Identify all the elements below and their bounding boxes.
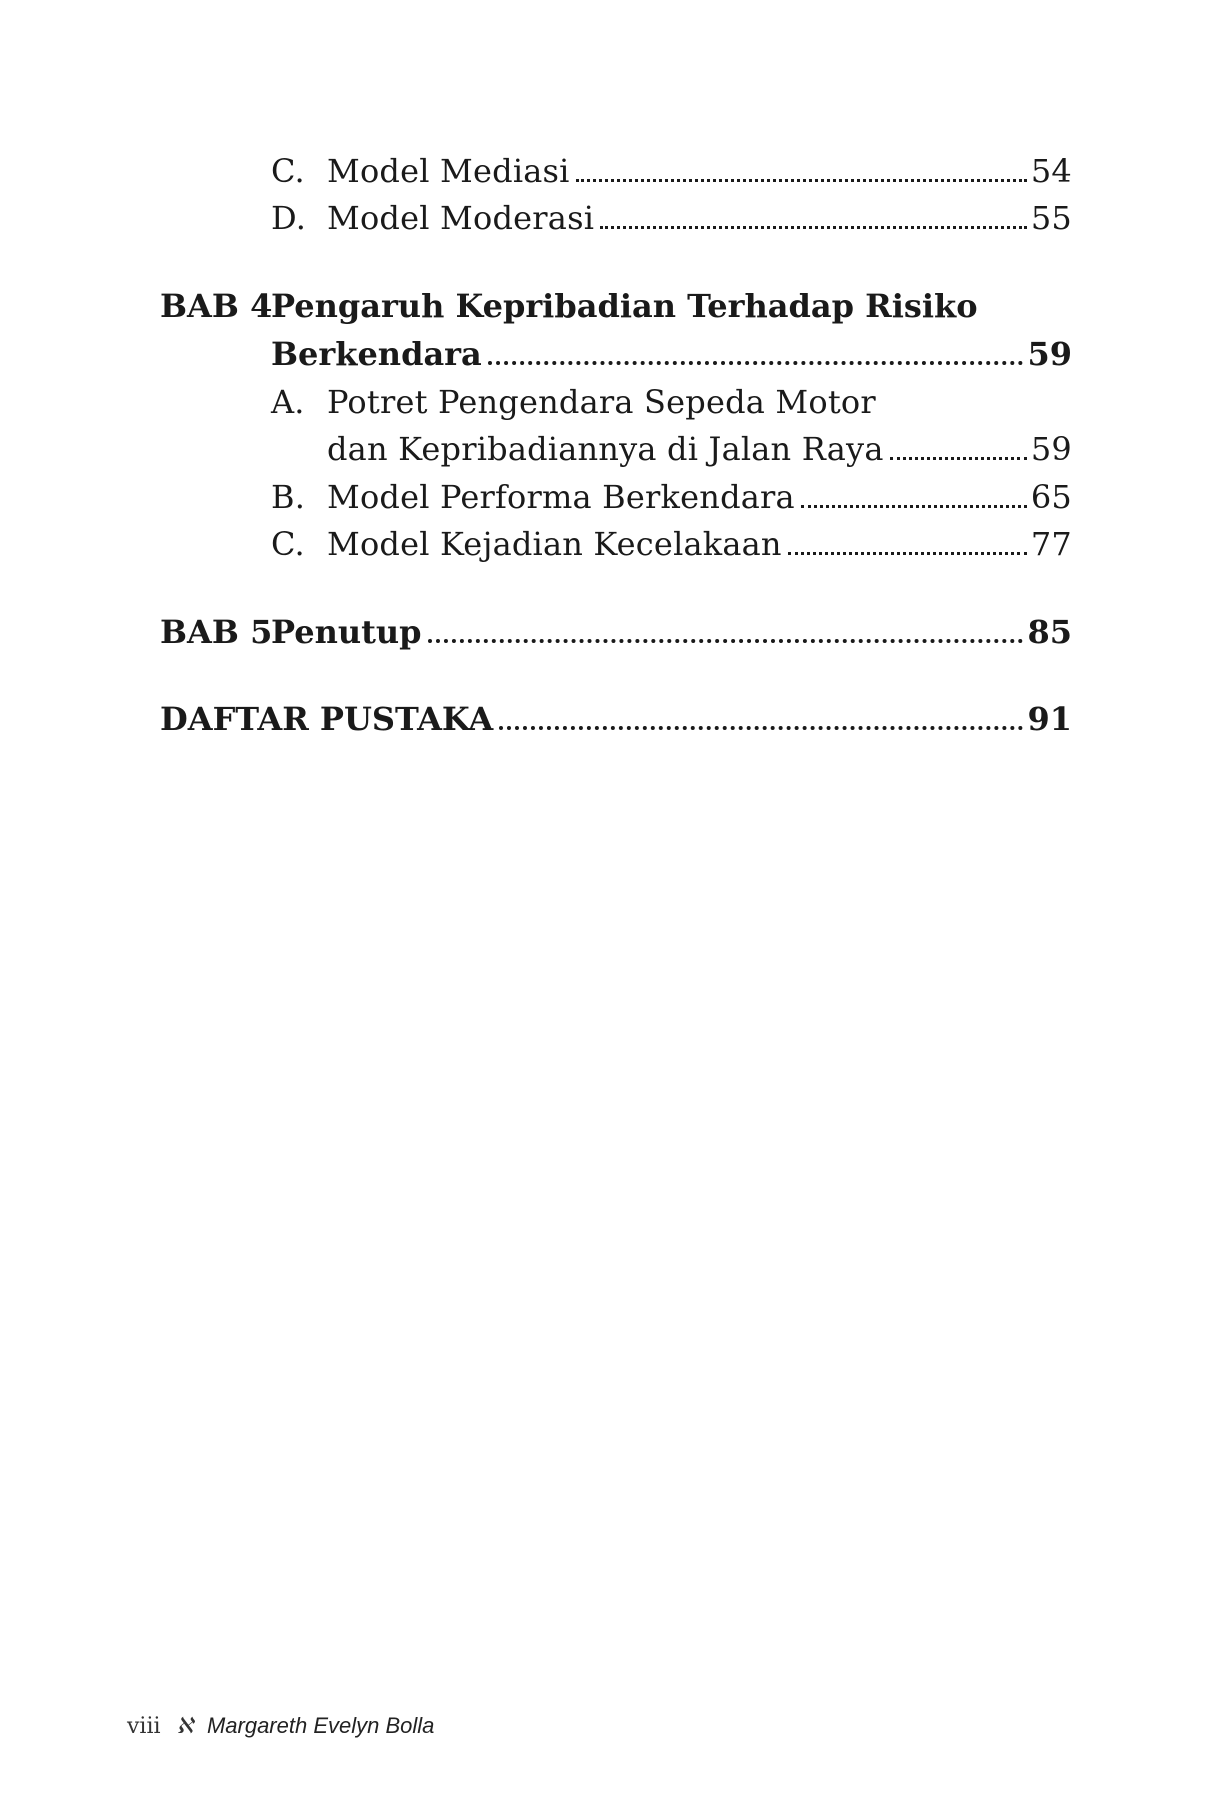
toc-entry-page: 91 — [1027, 700, 1072, 738]
toc-entry-title: Model Moderasi — [327, 199, 595, 237]
toc-entry-kecelakaan[interactable] — [327, 525, 1072, 563]
toc-entry-mediasi[interactable] — [327, 152, 1072, 190]
section-title: DAFTAR PUSTAKA — [160, 700, 494, 738]
author-name: Margareth Evelyn Bolla — [206, 1713, 435, 1738]
chapter-title: Penutup — [271, 613, 422, 651]
toc-entry-page: 65 — [1030, 478, 1072, 516]
toc-entry-page: 59 — [1027, 335, 1072, 373]
dot-leader — [788, 552, 1027, 555]
dot-leader — [600, 226, 1027, 229]
page-footer — [127, 1713, 434, 1739]
toc-letter: B. — [271, 478, 306, 516]
page-number: viii — [127, 1714, 161, 1739]
toc-entry-bab4[interactable] — [271, 335, 1072, 373]
toc-entry-title: Model Mediasi — [327, 152, 570, 190]
toc-entry-page: 85 — [1027, 613, 1072, 651]
toc-entry-potret-line1[interactable] — [327, 383, 1072, 421]
toc-entry-title: Model Kejadian Kecelakaan — [327, 525, 782, 563]
toc-entry-title: Potret Pengendara Sepeda Motor — [327, 383, 876, 421]
toc-entry-title-cont: dan Kepribadiannya di Jalan Raya — [327, 430, 884, 468]
toc-entry-daftar-pustaka[interactable] — [160, 700, 1072, 738]
toc-letter: C. — [271, 525, 305, 563]
ornament-icon: ℵ — [176, 1714, 193, 1739]
toc-entry-moderasi[interactable] — [327, 199, 1072, 237]
chapter-label: BAB 4 — [160, 287, 273, 325]
chapter-title-line1[interactable] — [271, 287, 1072, 325]
toc-letter: C. — [271, 152, 305, 190]
dot-leader — [428, 639, 1024, 643]
dot-leader — [488, 361, 1024, 365]
dot-leader — [499, 726, 1023, 730]
toc-letter: A. — [271, 383, 305, 421]
chapter-title: Pengaruh Kepribadian Terhadap Risiko — [271, 287, 978, 325]
toc-entry-page: 77 — [1030, 525, 1072, 563]
dot-leader — [801, 505, 1027, 508]
toc-entry-bab5[interactable] — [271, 613, 1072, 651]
dot-leader — [576, 179, 1027, 182]
toc-entry-page: 59 — [1030, 430, 1072, 468]
toc-entry-page: 55 — [1030, 199, 1072, 237]
chapter-title-cont: Berkendara — [271, 335, 482, 373]
toc-letter: D. — [271, 199, 307, 237]
toc-entry-page: 54 — [1030, 152, 1072, 190]
chapter-label: BAB 5 — [160, 613, 273, 651]
toc-entry-performa[interactable] — [327, 478, 1072, 516]
toc-entry-potret[interactable] — [327, 430, 1072, 468]
dot-leader — [890, 457, 1027, 460]
toc-entry-title: Model Performa Berkendara — [327, 478, 795, 516]
